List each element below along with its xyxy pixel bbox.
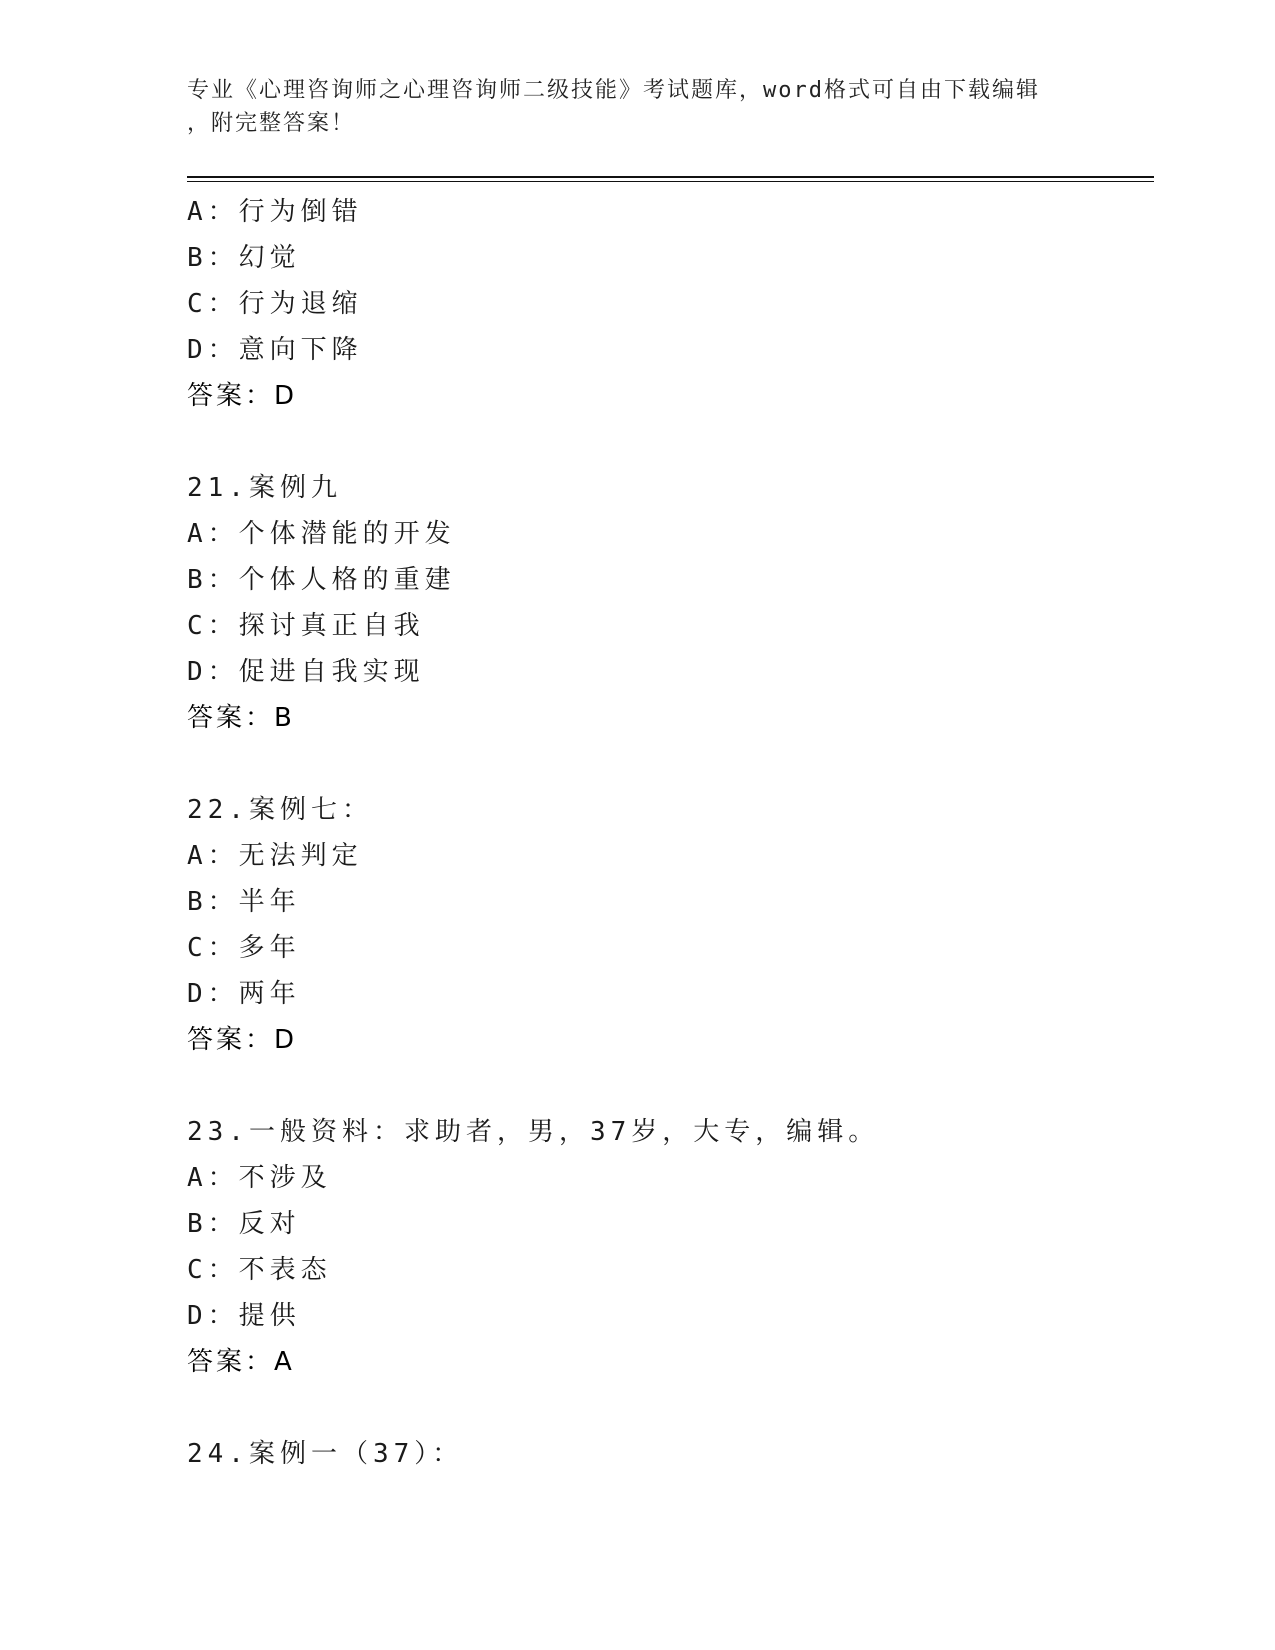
spacer [187,1385,1147,1431]
option-c: C：行为退缩 [187,289,363,319]
spacer [187,1063,1147,1109]
question-block-22 [187,787,1147,1063]
question-block-23 [187,1109,1147,1385]
spacer [187,419,1147,465]
option-d: D：两年 [187,979,301,1009]
option-a: A：不涉及 [187,1163,332,1193]
option-d: D：提供 [187,1301,301,1331]
answer-line: 答案：B [187,703,295,733]
option-c: C：多年 [187,933,301,963]
option-a: A：无法判定 [187,841,363,871]
question-stem: 21.案例九 [187,473,342,503]
header-divider-thin [187,181,1154,182]
option-b: B：幻觉 [187,243,301,273]
option-b: B：半年 [187,887,301,917]
question-block-prev [187,189,1147,419]
spacer [187,741,1147,787]
question-stem: 23.一般资料：求助者，男，37岁，大专，编辑。 [187,1117,880,1147]
question-list [187,189,1147,1477]
document-header [187,74,1067,140]
option-d: D：意向下降 [187,335,363,365]
question-stem: 22.案例七： [187,795,373,825]
option-c: C：探讨真正自我 [187,611,425,641]
option-d: D：促进自我实现 [187,657,425,687]
option-a: A：个体潜能的开发 [187,519,456,549]
header-divider-thick [187,176,1154,178]
answer-line: 答案：A [187,1347,295,1377]
answer-line: 答案：D [187,381,298,411]
question-block-21 [187,465,1147,741]
question-block-24 [187,1431,1147,1477]
option-c: C：不表态 [187,1255,332,1285]
option-b: B：反对 [187,1209,301,1239]
header-title-line: 专业《心理咨询师之心理咨询师二级技能》考试题库，word格式可自由下载编辑 [187,78,1040,103]
option-a: A：行为倒错 [187,197,363,227]
option-b: B：个体人格的重建 [187,565,456,595]
answer-line: 答案：D [187,1025,298,1055]
question-stem: 24.案例一（37）： [187,1439,464,1469]
header-subtitle-line: ，附完整答案！ [187,111,356,136]
